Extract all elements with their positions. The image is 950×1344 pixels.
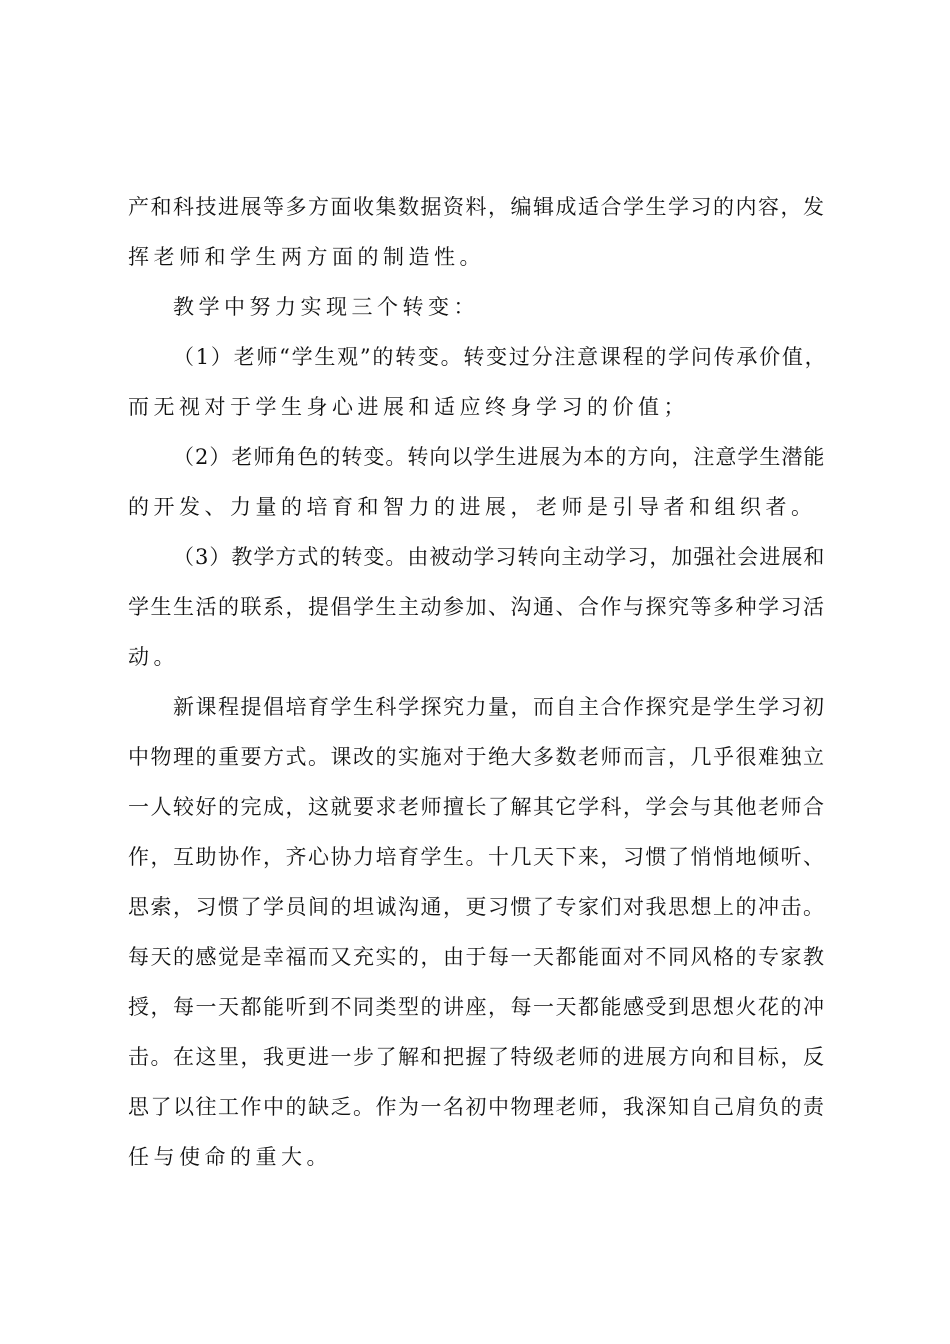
p6-line-2: 中物理的重要方式。课改的实施对于绝大多数老师而言，几乎很难独立 <box>128 745 826 769</box>
p4-line-1: （2）老师角色的转变。转向以学生进展为本的方向，注意学生潜能 <box>173 445 826 469</box>
p6-line-4: 作，互助协作，齐心协力培育学生。十几天下来，习惯了悄悄地倾听、 <box>128 845 826 869</box>
p6-line-6: 每天的感觉是幸福而又充实的，由于每一天都能面对不同风格的专家教 <box>128 945 826 969</box>
p5-line-1: （3）教学方式的转变。由被动学习转向主动学习，加强社会进展和 <box>173 545 826 569</box>
p3-line-1: （1）老师“学生观”的转变。转变过分注意课程的学问传承价值， <box>173 345 828 369</box>
p1-line-2: 挥老师和学生两方面的制造性。 <box>128 245 485 269</box>
p1-line-1: 产和科技进展等多方面收集数据资料，编辑成适合学生学习的内容，发 <box>128 195 826 219</box>
p6-line-5: 思索，习惯了学员间的坦诚沟通，更习惯了专家们对我思想上的冲击。 <box>128 895 826 919</box>
p3-line-2: 而无视对于学生身心进展和适应终身学习的价值； <box>128 395 689 419</box>
p6-line-10: 任与使命的重大。 <box>128 1145 332 1169</box>
p5-line-2: 学生生活的联系，提倡学生主动参加、沟通、合作与探究等多种学习活 <box>128 595 826 619</box>
p6-line-3: 一人较好的完成，这就要求老师擅长了解其它学科，学会与其他老师合 <box>128 795 826 819</box>
p2-line-1: 教学中努力实现三个转变： <box>173 295 479 319</box>
p6-line-1: 新课程提倡培育学生科学探究力量，而自主合作探究是学生学习初 <box>173 695 826 719</box>
p5-line-3: 动。 <box>128 645 179 669</box>
p6-line-8: 击。在这里，我更进一步了解和把握了特级老师的进展方向和目标，反 <box>128 1045 826 1069</box>
p6-line-7: 授，每一天都能听到不同类型的讲座，每一天都能感受到思想火花的冲 <box>128 995 826 1019</box>
p6-line-9: 思了以往工作中的缺乏。作为一名初中物理老师，我深知自己肩负的责 <box>128 1095 826 1119</box>
p4-line-2: 的开发、力量的培育和智力的进展，老师是引导者和组织者。 <box>128 495 817 519</box>
